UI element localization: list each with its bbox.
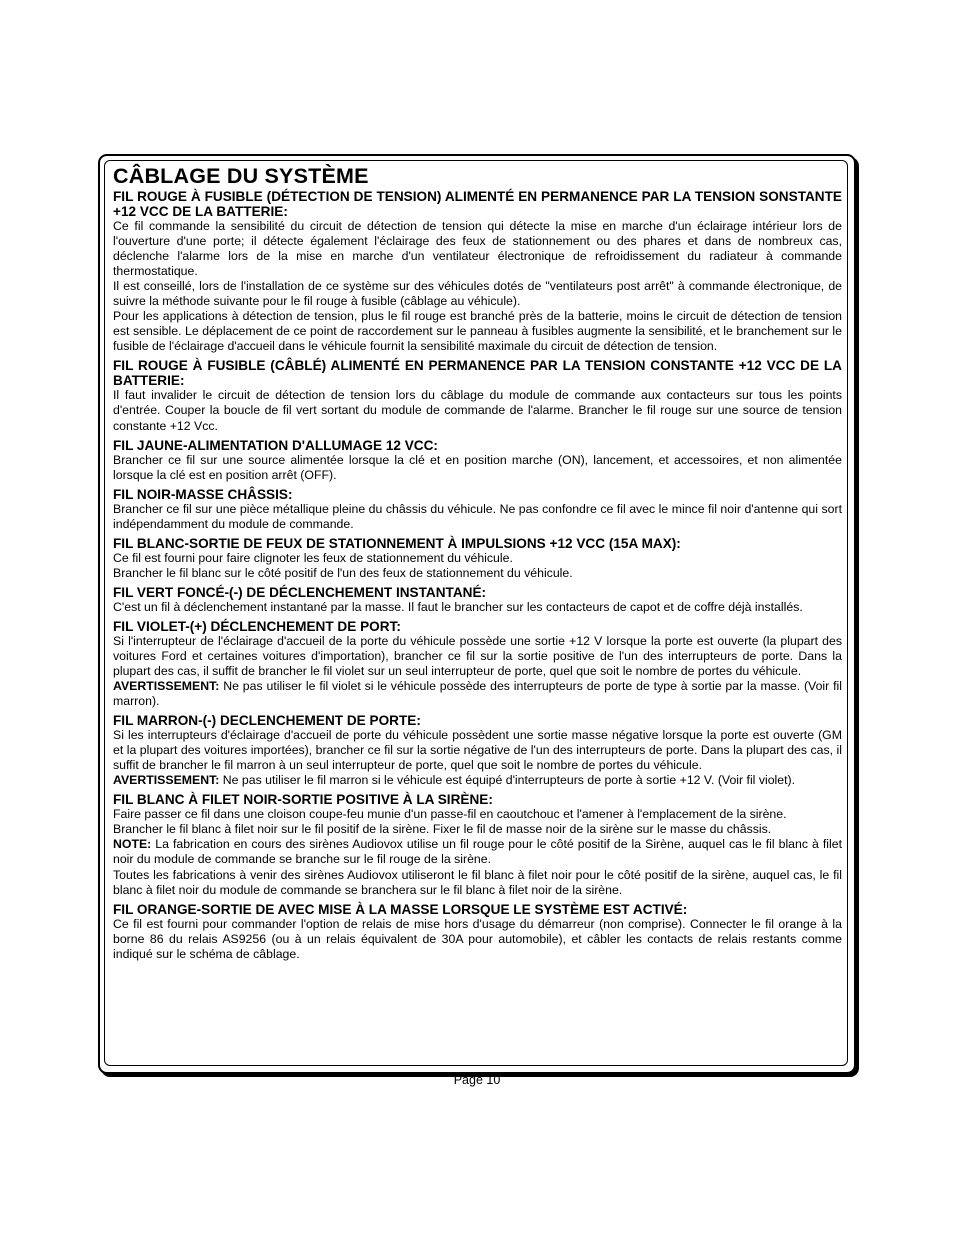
section-heading: FIL BLANC À FILET NOIR-SORTIE POSITIVE À LA SIRÈNE: (113, 792, 493, 808)
document-content (113, 164, 842, 962)
paragraph-text: La fabrication en cours des sirènes Audiovox utilise un fil rouge pour le côté positif de la Sirène, auquel cas le fil blanc à filet noir du module de commande se branche sur le fil rouge de la sirène. (113, 837, 842, 867)
section-paragraph (113, 773, 842, 788)
section-paragraph (113, 502, 842, 532)
section-paragraph (113, 600, 842, 615)
wire-section (113, 585, 842, 615)
section-paragraph (113, 388, 842, 433)
paragraph-text: Brancher le fil blanc à filet noir sur le fil positif de la sirène. Fixer le fil de masse noir de la sirène sur le masse du châssis. (113, 822, 772, 837)
paragraph-text: Il faut invalider le circuit de détection de tension lors du câblage du module de commande aux contacteurs sur tous les points d'entrée. Couper la boucle de fil vert sortant du module de commande de l'alarme. Brancher le fil rouge sur une source de tension constante +12 Vcc. (113, 388, 842, 433)
paragraph-label: NOTE: (113, 837, 152, 852)
section-paragraph (113, 728, 842, 773)
section-heading: FIL VERT FONCÉ-(-) DE DÉCLENCHEMENT INSTANTANÉ: (113, 584, 487, 600)
wire-section (113, 487, 842, 532)
page-title: CÂBLAGE DU SYSTÈME (113, 164, 369, 188)
wire-section (113, 792, 842, 897)
section-paragraph (113, 837, 842, 867)
section-heading: FIL MARRON-(-) DECLENCHEMENT DE PORTE: (113, 713, 421, 729)
section-paragraph (113, 917, 842, 962)
paragraph-text: Ce fil est fourni pour faire clignoter les feux de stationnement du véhicule. (113, 550, 513, 565)
wire-section (113, 619, 842, 709)
wire-section (113, 713, 842, 788)
page-number: Page 10 (453, 1073, 501, 1087)
paragraph-text: Si les interrupteurs d'éclairage d'accueil de porte du véhicule possèdent une sortie masse négative lorsque la porte est ouverte (GM et la plupart des voitures importées), brancher ce fil sur la sortie négative de l'un des interrupteurs de porte. Dans la plupart des cas, il suffit de brancher le fil marron à un seul interrupteur de porte, quel que soit le nombre de portes du véhicule. (113, 728, 842, 773)
section-paragraph (113, 309, 842, 354)
paragraph-text: Toutes les fabrications à venir des sirènes Audiovox utiliseront le fil blanc à filet noir pour le côté positif de la sirène, auquel cas, le fil blanc à filet noir du module de commande se branchera sur le fil blanc à filet noir de la sirène. (113, 867, 842, 897)
paragraph-text: Si l'interrupteur de l'éclairage d'accueil de la porte du véhicule possède une sortie +12 V lorsque la porte est ouverte (la plupart des voitures Ford et certaines voitures d'importation), brancher ce fil sur la sortie positive de l'un des interrupteurs de porte. Dans la plupart des cas, il suffit de brancher le fil violet sur un seul interrupteur de porte, quel que soit le nombre de portes du véhicule. (113, 633, 842, 678)
section-heading: FIL ORANGE-SORTIE DE AVEC MISE À LA MASSE LORSQUE LE SYSTÈME EST ACTIVÉ: (113, 901, 688, 917)
paragraph-text: Brancher ce fil sur une source alimentée lorsque la clé et en position marche (ON), lancement, et accessoires, et non alimentée lorsque la clé est en position arrêt (OFF). (113, 452, 842, 482)
sections-container (113, 189, 842, 962)
section-heading: FIL JAUNE-ALIMENTATION D'ALLUMAGE 12 VCC: (113, 437, 438, 453)
section-paragraph (113, 807, 842, 822)
section-paragraph (113, 679, 842, 709)
section-paragraph (113, 566, 842, 581)
section-paragraph (113, 551, 842, 566)
paragraph-text: Brancher le fil blanc sur le côté positif de l'un des feux de stationnement du véhicule. (113, 565, 573, 580)
wire-section (113, 536, 842, 581)
section-paragraph (113, 453, 842, 483)
section-heading: FIL VIOLET-(+) DÉCLENCHEMENT DE PORT: (113, 618, 401, 634)
paragraph-text: Brancher ce fil sur une pièce métallique pleine du châssis du véhicule. Ne pas confondre ce fil avec le mince fil noir d'antenne qui sort indépendamment du module de commande. (113, 501, 842, 531)
paragraph-text: Faire passer ce fil dans une cloison coupe-feu munie d'un passe-fil en caoutchouc et l'amener à l'emplacement de la sirène. (113, 807, 787, 822)
wire-section (113, 358, 842, 433)
section-paragraph (113, 634, 842, 679)
wire-section (113, 189, 842, 354)
section-heading: FIL BLANC-SORTIE DE FEUX DE STATIONNEMENT À IMPULSIONS +12 VCC (15A MAX): (113, 535, 681, 551)
section-paragraph (113, 822, 842, 837)
section-heading: FIL NOIR-MASSE CHÂSSIS: (113, 486, 293, 502)
section-paragraph (113, 868, 842, 898)
paragraph-text: Pour les applications à détection de tension, plus le fil rouge est branché près de la batterie, moins le circuit de détection de tension est sensible. Le déplacement de ce point de raccordement sur le panneau à fusibles augmente la sensibilité, et le branchement sur le fusible de l'éclairage d'accueil dans le véhicule fournit la sensibilité maximale du circuit de détection de tension. (113, 309, 842, 354)
paragraph-label: AVERTISSEMENT: (113, 679, 220, 694)
section-heading: FIL ROUGE À FUSIBLE (CÂBLÉ) ALIMENTÉ EN PERMANENCE PAR LA TENSION CONSTANTE +12 VCC DE LA BATTERIE: (113, 358, 842, 389)
paragraph-text: Ce fil commande la sensibilité du circuit de détection de tension qui détecte la mise en marche d'un éclairage intérieur lors de l'ouverture d'une porte; il détecte également l'éclairage des feux de stationnement ou des phares et dans de nombreux cas, déclenche l'alarme lors de la mise en marche d'un ventilateur électronique de refroidissement du radiateur à commande thermostatique. (113, 219, 842, 279)
paragraph-text: Il est conseillé, lors de l'installation de ce système sur des véhicules dotés de "ventilateurs post arrêt" à commande électronique, de suivre la méthode suivante pour le fil rouge à fusible (câblage au véhicule). (113, 279, 842, 309)
paragraph-text: C'est un fil à déclenchement instantané par la masse. Il faut le brancher sur les contacteurs de capot et de coffre déjà installés. (113, 599, 803, 614)
paragraph-text: Ce fil est fourni pour commander l'option de relais de mise hors d'usage du démarreur (non comprise). Connecter le fil orange à la borne 86 du relais AS9256 (ou à un relais équivalent de 30A pour automobile), et câbler les contacts de relais restants comme indiqué sur le schéma de câblage. (113, 916, 842, 961)
section-paragraph (113, 219, 842, 279)
wire-section (113, 902, 842, 962)
paragraph-label: AVERTISSEMENT: (113, 773, 220, 788)
section-heading: FIL ROUGE À FUSIBLE (DÉTECTION DE TENSION) ALIMENTÉ EN PERMANENCE PAR LA TENSION SONSTANTE +12 VCC DE LA BATTERIE: (113, 189, 842, 219)
paragraph-text: Ne pas utiliser le fil violet si le véhicule possède des interrupteurs de porte de type à sortie par la masse. (Voir fil marron). (113, 679, 842, 709)
section-paragraph (113, 279, 842, 309)
paragraph-text: Ne pas utiliser le fil marron si le véhicule est équipé d'interrupteurs de porte à sortie +12 V. (Voir fil violet). (219, 773, 796, 788)
wire-section (113, 438, 842, 483)
